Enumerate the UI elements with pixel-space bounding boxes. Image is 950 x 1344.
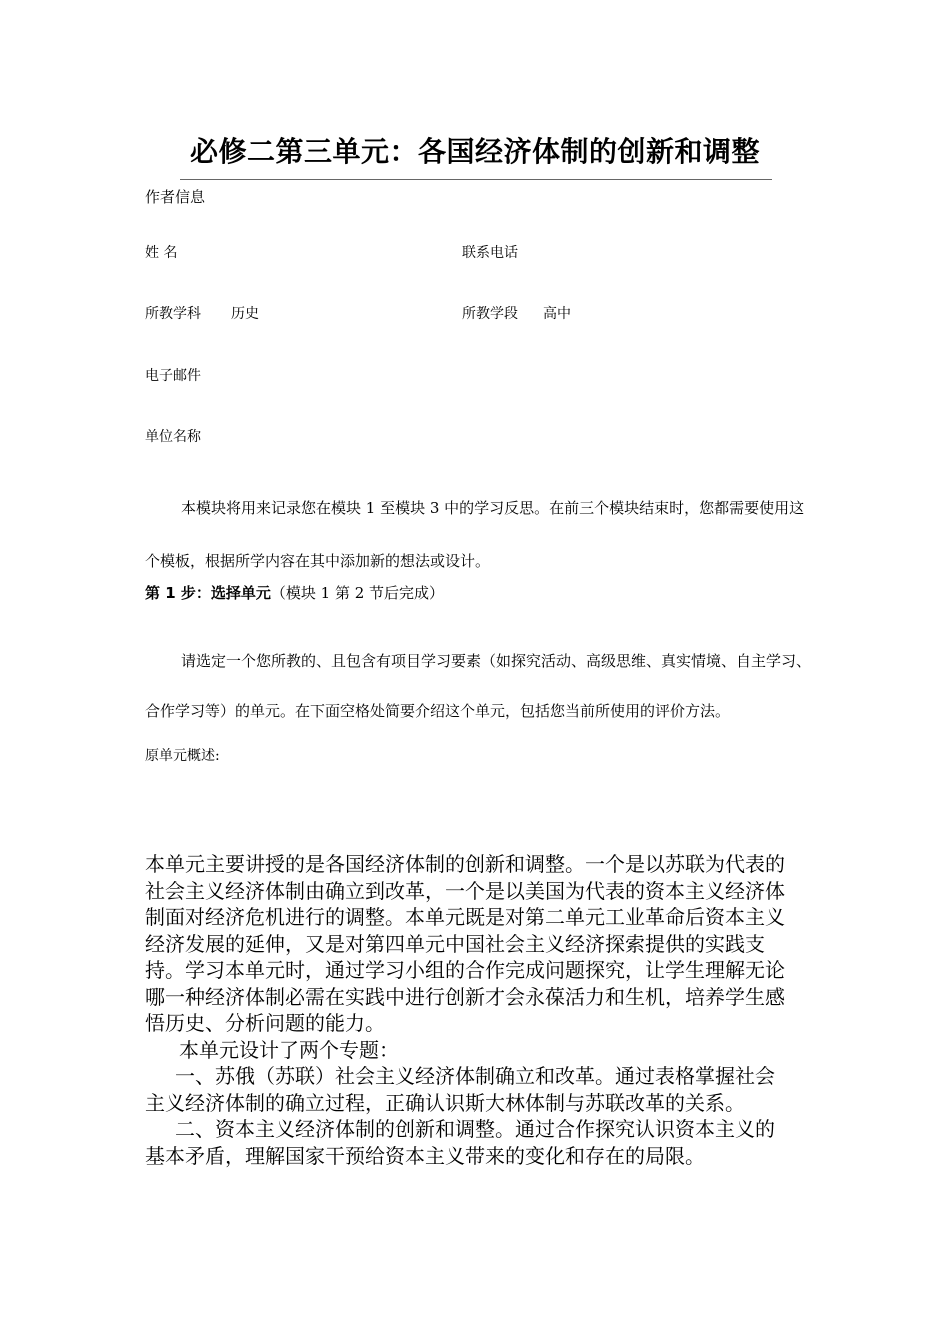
title-underline — [180, 179, 772, 180]
name-label: 姓 名 — [145, 245, 178, 261]
overview-paragraph-topics: 本单元设计了两个专题： — [179, 1037, 399, 1062]
stage-label: 所教学段 — [462, 306, 518, 322]
step1-heading: 第 1 步：选择单元 — [145, 584, 271, 602]
overview-body — [145, 851, 793, 1169]
step1-line — [145, 582, 444, 603]
phone-label: 联系电话 — [462, 245, 518, 261]
overview-paragraph-topic-2: 二、资本主义经济体制的创新和调整。通过合作探究认识资本主义的基本矛盾，理解国家干预给资本主义带来的变化和存在的局限。 — [145, 1117, 775, 1168]
overview-paragraph-topic-1: 一、苏俄（苏联）社会主义经济体制确立和改革。通过表格掌握社会主义经济体制的确立过程，正确认识斯大林体制与苏联改革的关系。 — [145, 1064, 775, 1115]
email-label: 电子邮件 — [145, 368, 201, 384]
subject-value: 历史 — [231, 306, 259, 322]
author-section-header: 作者信息 — [145, 188, 206, 206]
document-title: 必修二第三单元：各国经济体制的创新和调整 — [189, 135, 760, 168]
overview-paragraph-main: 本单元主要讲授的是各国经济体制的创新和调整。一个是以苏联为代表的社会主义经济体制由确立到改革，一个是以美国为代表的资本主义经济体制面对经济危机进行的调整。本单元既是对第二单元工业革命后资本主义经济发展的延伸，又是对第四单元中国社会主义经济探索提供的实践支持。学习本单元时，通过学习小组的合作完成问题探究，让学生理解无论哪一种经济体制必需在实践中进行创新才会永葆活力和生机，培养学生感悟历史、分析问题的能力。 — [145, 852, 785, 1035]
step1-note: （模块 1 第 2 节后完成） — [270, 584, 445, 602]
subject-label: 所教学科 — [145, 306, 201, 322]
org-label: 单位名称 — [145, 429, 201, 445]
step1-prompt: 请选定一个您所教的、且包含有项目学习要素（如探究活动、高级思维、真实情境、自主学习、合作学习等）的单元。在下面空格处简要介绍这个单元，包括您当前所使用的评价方法。 — [145, 652, 812, 720]
intro-paragraph: 本模块将用来记录您在模块 1 至模块 3 中的学习反思。在前三个模块结束时，您都需要使用这个模板，根据所学内容在其中添加新的想法或设计。 — [145, 499, 805, 570]
stage-value: 高中 — [543, 306, 571, 322]
overview-label: 原单元概述: — [145, 748, 220, 764]
